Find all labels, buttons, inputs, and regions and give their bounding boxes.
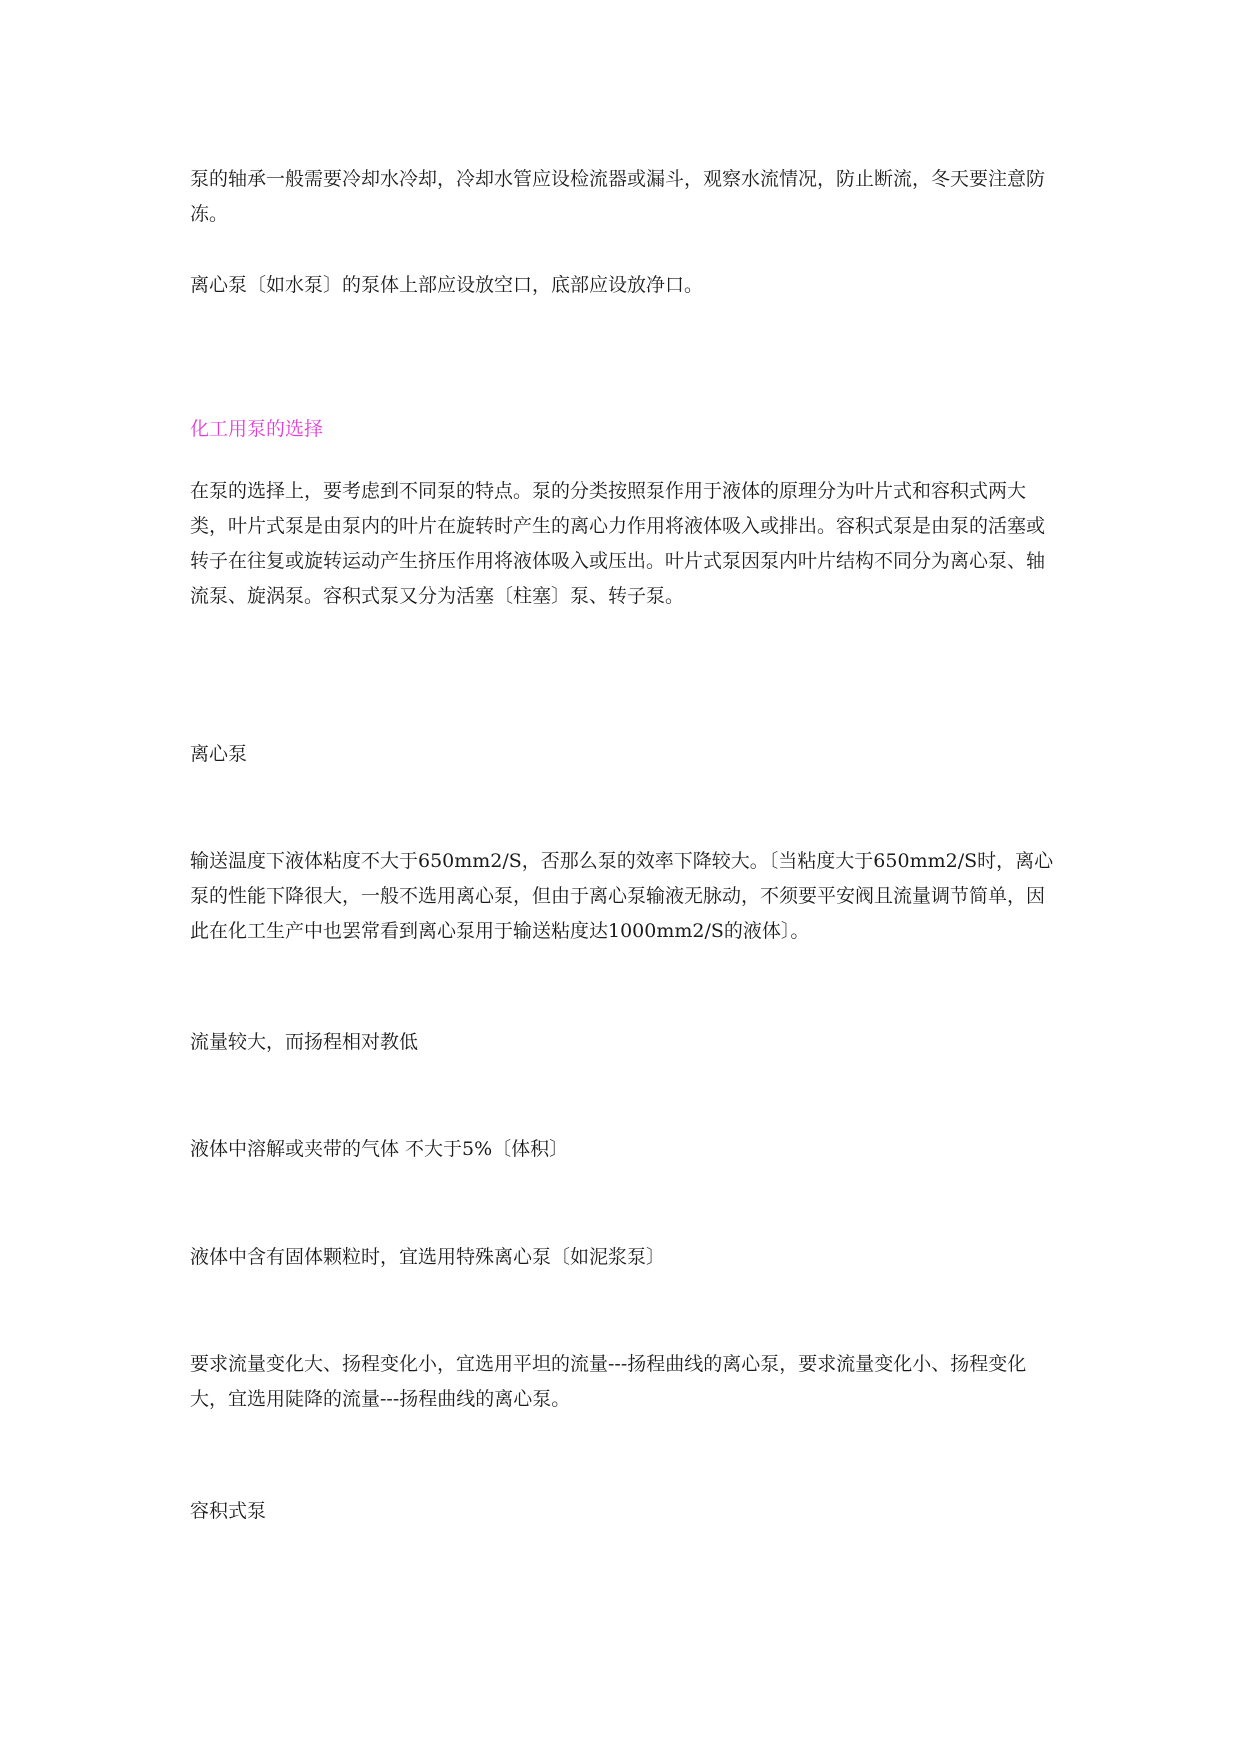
section-heading-pump-selection: 化工用泵的选择: [190, 418, 324, 440]
subheading-positive-displacement-pump: 容积式泵: [190, 1500, 267, 1522]
subheading-centrifugal-pump: 离心泵: [190, 743, 248, 765]
paragraph-solid-particles: 液体中含有固体颗粒时，宜选用特殊离心泵〔如泥浆泵〕: [190, 1246, 666, 1268]
paragraph-bearing-cooling: 泵的轴承一般需要冷却水冷却，冷却水管应设检流器或漏斗，观察水流情况，防止断流，冬天要注意防冻。: [190, 168, 1046, 225]
paragraph-gas-content: 液体中溶解或夹带的气体 不大于5%〔体积〕: [190, 1138, 569, 1160]
paragraph-viscosity: 输送温度下液体粘度不大于650mm2/S，否那么泵的效率下降较大。〔当粘度大于650mm2/S时，离心泵的性能下降很大，一般不选用离心泵，但由于离心泵输液无脉动，不须要平安阀且流量调节简单，因此在化工生产中也罢常看到离心泵用于输送粘度达1000mm2/S的液体〕。: [190, 850, 1054, 942]
paragraph-flow-head: 流量较大，而扬程相对教低: [190, 1031, 419, 1053]
paragraph-flow-head-curve: 要求流量变化大、扬程变化小，宜选用平坦的流量---扬程曲线的离心泵，要求流量变化小、扬程变化大，宜选用陡降的流量---扬程曲线的离心泵。: [190, 1353, 1027, 1410]
paragraph-vent-drain: 离心泵〔如水泵〕的泵体上部应设放空口，底部应设放净口。: [190, 274, 704, 296]
paragraph-pump-classification: 在泵的选择上，要考虑到不同泵的特点。泵的分类按照泵作用于液体的原理分为叶片式和容积式两大类，叶片式泵是由泵内的叶片在旋转时产生的离心力作用将液体吸入或排出。容积式泵是由泵的活塞或转子在往复或旋转运动产生挤压作用将液体吸入或压出。叶片式泵因泵内叶片结构不同分为离心泵、轴流泵、旋涡泵。容积式泵又分为活塞〔柱塞〕泵、转子泵。: [190, 480, 1046, 607]
